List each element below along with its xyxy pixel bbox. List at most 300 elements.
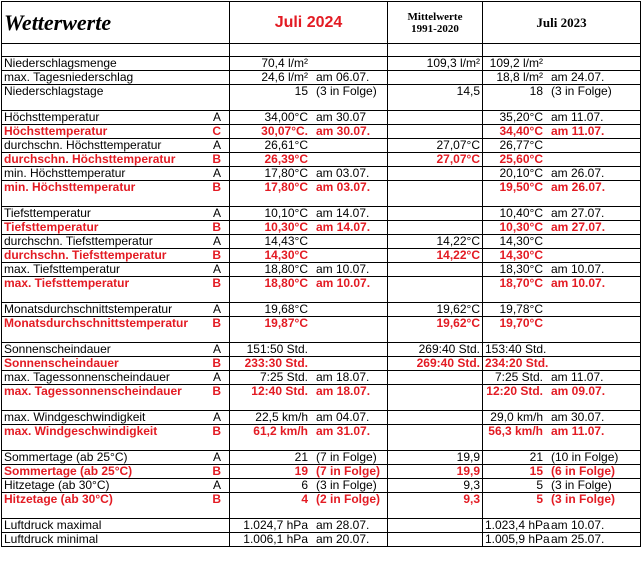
current-value-cell <box>230 263 388 277</box>
current-value: 19,68°C <box>264 302 308 316</box>
row-station-flag: B <box>212 464 221 478</box>
mean-value <box>388 425 483 439</box>
row-label-cell <box>2 371 230 385</box>
table-row <box>2 533 641 547</box>
row-label: Höchsttemperatur <box>4 110 100 124</box>
current-value: 30,07°C. <box>261 124 308 138</box>
current-value: 70,4 l/m² <box>261 56 308 70</box>
previous-value-cell <box>483 385 641 399</box>
current-value: 233:30 Std. <box>244 356 308 370</box>
mean-value <box>388 111 483 125</box>
previous-value: 5 <box>536 478 543 492</box>
mean-value <box>388 181 483 195</box>
previous-note: am 27.07. <box>551 220 606 234</box>
spacer-cell <box>483 506 641 519</box>
row-label-cell <box>2 277 230 291</box>
current-note: (7 in Folge) <box>316 464 380 478</box>
row-label-cell <box>2 71 230 85</box>
mean-value: 14,22°C <box>388 249 483 263</box>
spacer-cell <box>2 398 230 411</box>
page-title: Wetterwerte <box>2 2 230 44</box>
spacer-cell <box>388 438 483 451</box>
row-label-cell <box>2 533 230 547</box>
spacer-cell <box>230 330 388 343</box>
row-label-cell <box>2 153 230 167</box>
row-label-cell <box>2 111 230 125</box>
current-note: am 28.07. <box>316 518 370 532</box>
current-note: am 20.07. <box>316 532 370 546</box>
current-value: 34,00°C <box>264 110 308 124</box>
previous-value-cell <box>483 235 641 249</box>
row-station-flag: A <box>212 370 221 384</box>
previous-value: 18,8 l/m² <box>496 70 543 84</box>
mean-value <box>388 221 483 235</box>
spacer-cell <box>2 194 230 207</box>
row-label: Luftdruck maximal <box>4 518 102 532</box>
row-station-flag: A <box>212 166 221 180</box>
row-station-flag: B <box>212 152 221 166</box>
spacer-cell <box>2 44 230 57</box>
row-label: max. Tiefsttemperatur <box>4 276 130 290</box>
mean-value <box>388 167 483 181</box>
previous-value-cell <box>483 533 641 547</box>
current-note: am 04.07. <box>316 410 370 424</box>
current-value-cell <box>230 249 388 263</box>
previous-value-cell <box>483 425 641 439</box>
current-note: am 03.07. <box>316 166 370 180</box>
spacer-cell <box>388 506 483 519</box>
current-value-cell <box>230 343 388 357</box>
row-label-cell <box>2 479 230 493</box>
row-label: durchschn. Höchsttemperatur <box>4 138 162 152</box>
spacer-row <box>2 330 641 343</box>
mean-value <box>388 371 483 385</box>
row-label: Niederschlagstage <box>4 84 104 98</box>
row-label: Luftdruck minimal <box>4 532 99 546</box>
current-value: 1.024,7 hPa <box>243 518 308 532</box>
table-row <box>2 111 641 125</box>
current-value: 1.006,1 hPa <box>243 532 308 546</box>
previous-value: 14,30°C <box>499 234 543 248</box>
current-note: am 18.07. <box>316 370 370 384</box>
current-value-cell <box>230 277 388 291</box>
previous-value-cell <box>483 371 641 385</box>
current-value: 14,43°C <box>264 234 308 248</box>
previous-value: 14,30°C <box>499 248 543 262</box>
row-label: Höchsttemperatur <box>4 124 108 138</box>
spacer-row <box>2 398 641 411</box>
current-value-cell <box>230 57 388 71</box>
current-value: 12:40 Std. <box>251 384 308 398</box>
current-value: 26,39°C <box>264 152 308 166</box>
previous-value: 21 <box>529 450 543 464</box>
previous-note: am 26.07. <box>551 166 605 180</box>
row-station-flag: B <box>212 276 221 290</box>
current-value-cell <box>230 317 388 331</box>
row-label: Hitzetage (ab 30°C) <box>4 492 113 506</box>
row-label-cell <box>2 85 230 99</box>
row-label-cell <box>2 493 230 507</box>
current-value-cell <box>230 153 388 167</box>
row-label: max. Tagessonnenscheindauer <box>4 370 170 384</box>
previous-value: 1.005,9 hPa <box>485 532 550 546</box>
current-note: am 30.07. <box>316 124 371 138</box>
row-label-cell <box>2 125 230 139</box>
mean-value <box>388 519 483 533</box>
previous-value-cell <box>483 317 641 331</box>
table-row <box>2 167 641 181</box>
previous-value: 7:25 Std. <box>494 370 543 384</box>
row-label-cell <box>2 317 230 331</box>
table-row <box>2 207 641 221</box>
previous-note: am 25.07. <box>551 532 605 546</box>
spacer-cell <box>483 398 641 411</box>
spacer-cell <box>483 194 641 207</box>
current-value-cell <box>230 125 388 139</box>
spacer-cell <box>230 506 388 519</box>
current-value-cell <box>230 357 388 371</box>
spacer-cell <box>388 44 483 57</box>
previous-note: (3 in Folge) <box>551 492 615 506</box>
table-row <box>2 519 641 533</box>
row-label-cell <box>2 235 230 249</box>
mean-value: 19,9 <box>388 465 483 479</box>
mean-value: 9,3 <box>388 479 483 493</box>
row-label-cell <box>2 207 230 221</box>
previous-value-cell <box>483 85 641 99</box>
row-station-flag: A <box>212 262 221 276</box>
mean-value <box>388 277 483 291</box>
previous-value-cell <box>483 125 641 139</box>
mean-header-line1: Mittelwerte <box>407 10 463 23</box>
previous-note: am 10.07. <box>551 518 605 532</box>
current-value: 151:50 Std. <box>246 342 308 356</box>
previous-value: 18,30°C <box>499 262 543 276</box>
previous-value: 10,30°C <box>499 220 543 234</box>
previous-value-cell <box>483 411 641 425</box>
previous-note: am 27.07. <box>551 206 605 220</box>
table-row <box>2 277 641 291</box>
row-label: Sommertage (ab 25°C) <box>4 464 133 478</box>
row-station-flag: B <box>212 248 221 262</box>
row-label: max. Tagesniederschlag <box>4 70 134 84</box>
table-row <box>2 479 641 493</box>
row-label-cell <box>2 385 230 399</box>
table-row <box>2 343 641 357</box>
current-note: am 10.07. <box>316 276 371 290</box>
current-note: am 10.07. <box>316 262 370 276</box>
current-value: 26,61°C <box>264 138 308 152</box>
previous-note: am 24.07. <box>551 70 605 84</box>
spacer-cell <box>2 98 230 111</box>
previous-value-cell <box>483 303 641 317</box>
current-note: am 06.07. <box>316 70 370 84</box>
row-label-cell <box>2 425 230 439</box>
row-station-flag: B <box>212 180 221 194</box>
previous-value: 109,2 l/m² <box>489 56 543 70</box>
previous-value: 10,40°C <box>499 206 543 220</box>
current-value-cell <box>230 85 388 99</box>
current-value: 10,10°C <box>264 206 308 220</box>
spacer-row <box>2 194 641 207</box>
mean-value: 19,62°C <box>388 303 483 317</box>
current-value-cell <box>230 207 388 221</box>
row-label: max. Windgeschwindigkeit <box>4 424 158 438</box>
previous-value: 1.023,4 hPa <box>485 518 550 532</box>
previous-note: am 11.07. <box>551 424 605 438</box>
current-value-cell <box>230 167 388 181</box>
row-label-cell <box>2 57 230 71</box>
row-label: durchschn. Höchsttemperatur <box>4 152 176 166</box>
previous-value: 234:20 Std. <box>485 356 549 370</box>
spacer-cell <box>230 194 388 207</box>
spacer-cell <box>388 330 483 343</box>
previous-note: am 30.07. <box>551 410 605 424</box>
previous-note: am 10.07. <box>551 262 605 276</box>
current-value-cell <box>230 519 388 533</box>
table-row <box>2 303 641 317</box>
previous-value-cell <box>483 221 641 235</box>
previous-note: am 11.07. <box>551 124 605 138</box>
table-row <box>2 263 641 277</box>
current-value: 7:25 Std. <box>259 370 308 384</box>
spacer-row <box>2 44 641 57</box>
table-row <box>2 235 641 249</box>
weather-table <box>1 1 641 547</box>
previous-value-cell <box>483 111 641 125</box>
table-row <box>2 221 641 235</box>
weather-table-body <box>2 2 641 547</box>
row-label-cell <box>2 303 230 317</box>
current-note: am 14.07. <box>316 206 370 220</box>
current-value: 15 <box>294 84 308 98</box>
mean-value: 19,62°C <box>388 317 483 331</box>
spacer-row <box>2 98 641 111</box>
mean-value <box>388 71 483 85</box>
row-station-flag: A <box>212 110 221 124</box>
mean-value <box>388 263 483 277</box>
previous-value: 18,70°C <box>499 276 543 290</box>
previous-value: 19,70°C <box>499 316 543 330</box>
spacer-cell <box>388 194 483 207</box>
current-value-cell <box>230 235 388 249</box>
table-row <box>2 425 641 439</box>
previous-value: 34,40°C <box>499 124 543 138</box>
row-station-flag: C <box>212 124 221 138</box>
mean-header-line2: 1991-2020 <box>411 22 459 35</box>
spacer-cell <box>483 290 641 303</box>
row-label-cell <box>2 465 230 479</box>
current-note: (2 in Folge) <box>316 492 380 506</box>
previous-note: am 26.07. <box>551 180 606 194</box>
table-row <box>2 357 641 371</box>
mean-value: 269:40 Std. <box>388 357 483 371</box>
previous-value: 26,77°C <box>499 138 543 152</box>
table-row <box>2 249 641 263</box>
current-value: 21 <box>294 450 308 464</box>
table-row <box>2 451 641 465</box>
current-note: (7 in Folge) <box>316 450 377 464</box>
current-value: 10,30°C <box>264 220 308 234</box>
previous-value: 29,0 km/h <box>490 410 543 424</box>
row-station-flag: A <box>212 234 221 248</box>
table-row <box>2 317 641 331</box>
previous-value: 18 <box>529 84 543 98</box>
row-label-cell <box>2 451 230 465</box>
row-label-cell <box>2 411 230 425</box>
mean-value <box>388 207 483 221</box>
previous-value: 19,78°C <box>499 302 543 316</box>
spacer-cell <box>483 44 641 57</box>
current-value: 22,5 km/h <box>255 410 308 424</box>
current-value-cell <box>230 425 388 439</box>
header-row <box>2 2 641 44</box>
row-station-flag: A <box>212 138 221 152</box>
spacer-cell <box>2 438 230 451</box>
previous-value-cell <box>483 153 641 167</box>
row-label-cell <box>2 221 230 235</box>
current-value-cell <box>230 111 388 125</box>
previous-value: 153:40 Std. <box>485 342 547 356</box>
current-value-cell <box>230 533 388 547</box>
current-value-cell <box>230 411 388 425</box>
current-value-cell <box>230 371 388 385</box>
current-value: 19,87°C <box>264 316 308 330</box>
table-row <box>2 71 641 85</box>
previous-note: am 10.07. <box>551 276 606 290</box>
current-value-cell <box>230 71 388 85</box>
previous-value-cell <box>483 71 641 85</box>
current-value: 17,80°C <box>264 166 308 180</box>
current-value-cell <box>230 465 388 479</box>
previous-value-cell <box>483 479 641 493</box>
previous-value-cell <box>483 167 641 181</box>
row-label: max. Tiefsttemperatur <box>4 262 121 276</box>
row-label: Niederschlagsmenge <box>4 56 117 70</box>
spacer-cell <box>230 438 388 451</box>
mean-header <box>388 2 483 44</box>
table-row <box>2 57 641 71</box>
mean-value: 9,3 <box>388 493 483 507</box>
row-label-cell <box>2 181 230 195</box>
row-label: min. Höchsttemperatur <box>4 180 136 194</box>
previous-value: 12:20 Std. <box>486 384 543 398</box>
mean-value <box>388 125 483 139</box>
current-month-header: Juli 2024 <box>230 2 388 44</box>
current-note: am 14.07. <box>316 220 371 234</box>
previous-value-cell <box>483 465 641 479</box>
spacer-cell <box>483 330 641 343</box>
previous-note: (10 in Folge) <box>551 450 619 464</box>
previous-value: 5 <box>536 492 543 506</box>
table-row <box>2 85 641 99</box>
table-row <box>2 153 641 167</box>
current-value: 17,80°C <box>264 180 308 194</box>
mean-value: 109,3 l/m² <box>388 57 483 71</box>
current-note: am 03.07. <box>316 180 371 194</box>
previous-value-cell <box>483 451 641 465</box>
table-row <box>2 493 641 507</box>
previous-value-cell <box>483 181 641 195</box>
row-station-flag: B <box>212 356 221 370</box>
spacer-row <box>2 438 641 451</box>
current-value: 14,30°C <box>264 248 308 262</box>
previous-note: (6 in Folge) <box>551 464 615 478</box>
current-value: 19 <box>294 464 308 478</box>
table-row <box>2 411 641 425</box>
mean-value: 19,9 <box>388 451 483 465</box>
row-station-flag: B <box>212 220 221 234</box>
row-label-cell <box>2 357 230 371</box>
current-note: (3 in Folge) <box>316 84 377 98</box>
mean-value: 269:40 Std. <box>388 343 483 357</box>
row-station-flag: A <box>212 206 221 220</box>
row-station-flag: A <box>212 410 221 424</box>
row-label-cell <box>2 263 230 277</box>
previous-note: am 11.07. <box>551 370 604 384</box>
row-label: Tiefsttemperatur <box>4 220 99 234</box>
row-label: Sonnenscheindauer <box>4 356 119 370</box>
mean-value: 14,22°C <box>388 235 483 249</box>
row-station-flag: B <box>212 384 221 398</box>
current-value-cell <box>230 451 388 465</box>
spacer-row <box>2 506 641 519</box>
current-value: 4 <box>301 492 308 506</box>
row-station-flag: B <box>212 316 221 330</box>
row-label: Tiefsttemperatur <box>4 206 91 220</box>
previous-note: am 11.07. <box>551 110 604 124</box>
spacer-row <box>2 290 641 303</box>
previous-value-cell <box>483 57 641 71</box>
row-label: Monatsdurchschnittstemperatur <box>4 302 173 316</box>
table-row <box>2 125 641 139</box>
current-value-cell <box>230 385 388 399</box>
spacer-cell <box>2 330 230 343</box>
previous-note: am 09.07. <box>551 384 606 398</box>
row-label: durchschn. Tiefsttemperatur <box>4 248 167 262</box>
row-label: max. Tagessonnenscheindauer <box>4 384 182 398</box>
current-value: 18,80°C <box>264 276 308 290</box>
previous-value: 35,20°C <box>499 110 543 124</box>
table-row <box>2 371 641 385</box>
row-label: Monatsdurchschnittstemperatur <box>4 316 189 330</box>
previous-value-cell <box>483 207 641 221</box>
current-value-cell <box>230 139 388 153</box>
previous-value-cell <box>483 357 641 371</box>
previous-value-cell <box>483 139 641 153</box>
row-station-flag: A <box>212 450 221 464</box>
previous-value: 20,10°C <box>499 166 543 180</box>
table-row <box>2 181 641 195</box>
current-note: am 31.07. <box>316 424 371 438</box>
row-label-cell <box>2 343 230 357</box>
row-station-flag: A <box>212 478 221 492</box>
previous-value: 25,60°C <box>499 152 543 166</box>
row-label: max. Windgeschwindigkeit <box>4 410 146 424</box>
current-value-cell <box>230 493 388 507</box>
previous-value-cell <box>483 277 641 291</box>
row-station-flag: A <box>212 302 221 316</box>
mean-value: 27,07°C <box>388 153 483 167</box>
mean-value <box>388 411 483 425</box>
current-value: 18,80°C <box>264 262 308 276</box>
table-row <box>2 139 641 153</box>
mean-value <box>388 385 483 399</box>
row-label: Sonnenscheindauer <box>4 342 111 356</box>
current-note: am 18.07. <box>316 384 371 398</box>
row-label: durchschn. Tiefsttemperatur <box>4 234 153 248</box>
current-value-cell <box>230 181 388 195</box>
